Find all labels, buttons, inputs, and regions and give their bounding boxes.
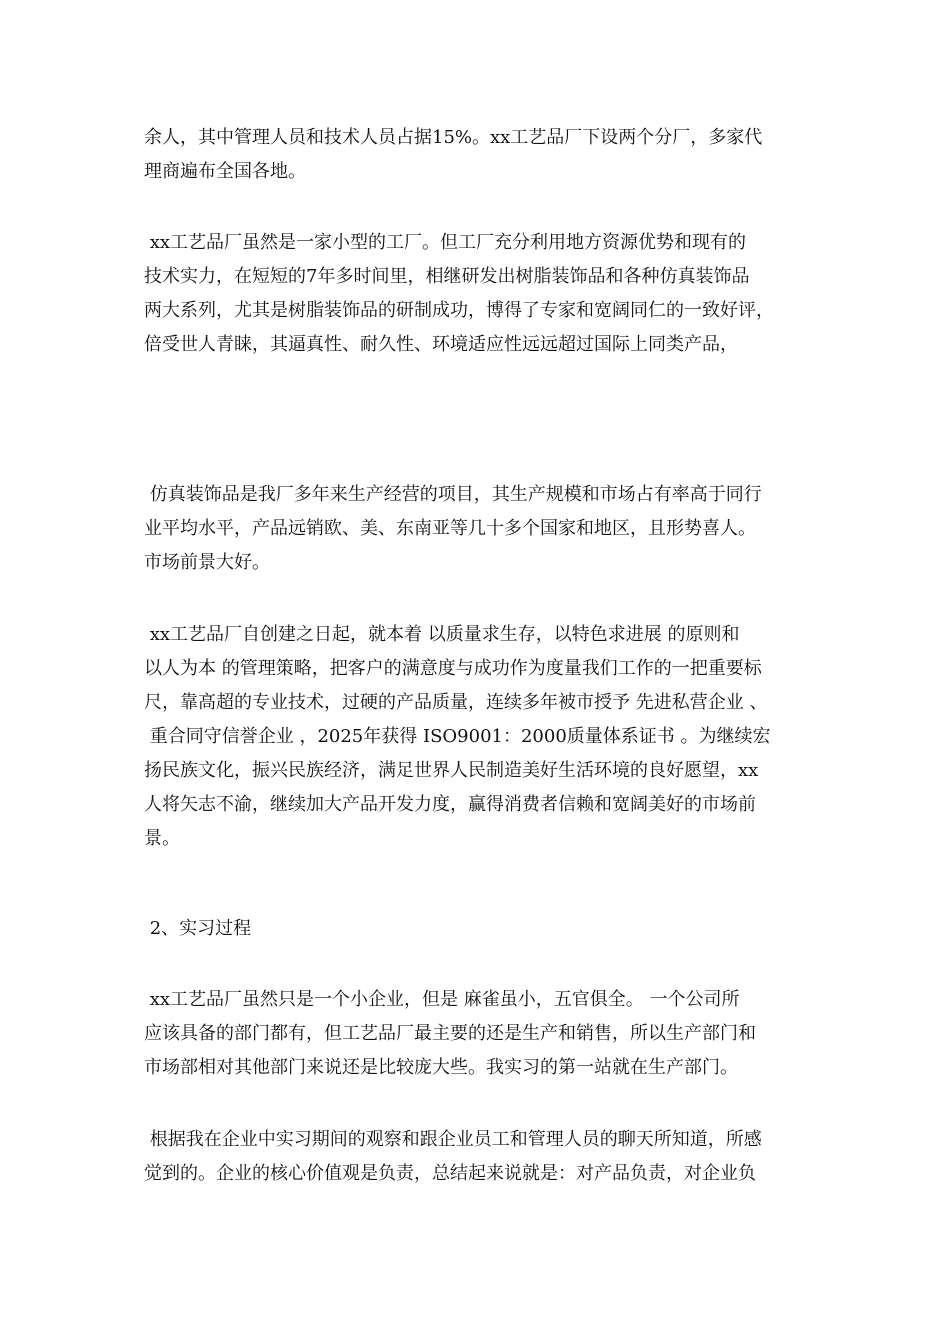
text-line: 扬民族文化，振兴民族经济，满足世界人民制造美好生活环境的良好愿望，xx [144,760,759,781]
text-line: 景。 [144,828,180,849]
section-heading-internship-process [144,912,814,946]
text-line: 重合同守信誉企业 ，2025年获得 ISO9001：2000质量体系证书 。为继续宏 [144,726,771,747]
paragraph-principles [144,618,814,856]
text-line: 以人为本 的管理策略，把客户的满意度与成功作为度量我们工作的一把重要标 [144,658,762,679]
text-line: 觉到的。企业的核心价值观是负责，总结起来说就是：对产品负责，对企业负 [144,1163,756,1184]
text-line: xx工艺品厂虽然是一家小型的工厂。但工厂充分利用地方资源优势和现有的 [144,232,747,253]
text-line: 尺，靠高超的专业技术，过硬的产品质量，连续多年被市授予 先进私营企业 、 [144,692,768,713]
text-line: 应该具备的部门都有，但工艺品厂最主要的还是生产和销售，所以生产部门和 [144,1023,756,1044]
text-line: 业平均水平，产品远销欧、美、东南亚等几十多个国家和地区，且形势喜人。 [144,518,756,539]
text-line: 仿真装饰品是我厂多年来生产经营的项目，其生产规模和市场占有率高于同行 [144,484,762,505]
text-line: 余人，其中管理人员和技术人员占据15%。xx工艺品厂下设两个分厂，多家代 [144,127,763,148]
heading-line: 2、实习过程 [144,918,252,939]
paragraph-core-values [144,1123,814,1191]
text-line: 倍受世人青睐，其逼真性、耐久性、环境适应性远远超过国际上同类产品， [144,334,738,355]
paragraph-company-staff [144,121,814,189]
text-line: xx工艺品厂虽然只是一个小企业，但是 麻雀虽小，五官俱全。 一个公司所 [144,989,740,1010]
paragraph-departments [144,983,814,1085]
text-line: xx工艺品厂自创建之日起，就本着 以质量求生存，以特色求进展 的原则和 [144,624,740,645]
text-line: 市场部相对其他部门来说还是比较庞大些。我实习的第一站就在生产部门。 [144,1057,738,1078]
text-line: 根据我在企业中实习期间的观察和跟企业员工和管理人员的聊天所知道，所感 [144,1129,762,1150]
paragraph-company-overview [144,226,814,362]
text-line: 两大系列，尤其是树脂装饰品的研制成功，博得了专家和宽阔同仁的一致好评， [144,300,774,321]
text-line: 理商遍布全国各地。 [144,161,306,182]
text-line: 技术实力，在短短的7年多时间里，相继研发出树脂装饰品和各种仿真装饰品 [144,266,750,287]
text-line: 人将矢志不渝，继续加大产品开发力度，赢得消费者信赖和宽阔美好的市场前 [144,794,756,815]
text-line: 市场前景大好。 [144,552,270,573]
paragraph-simulation-products [144,478,814,580]
